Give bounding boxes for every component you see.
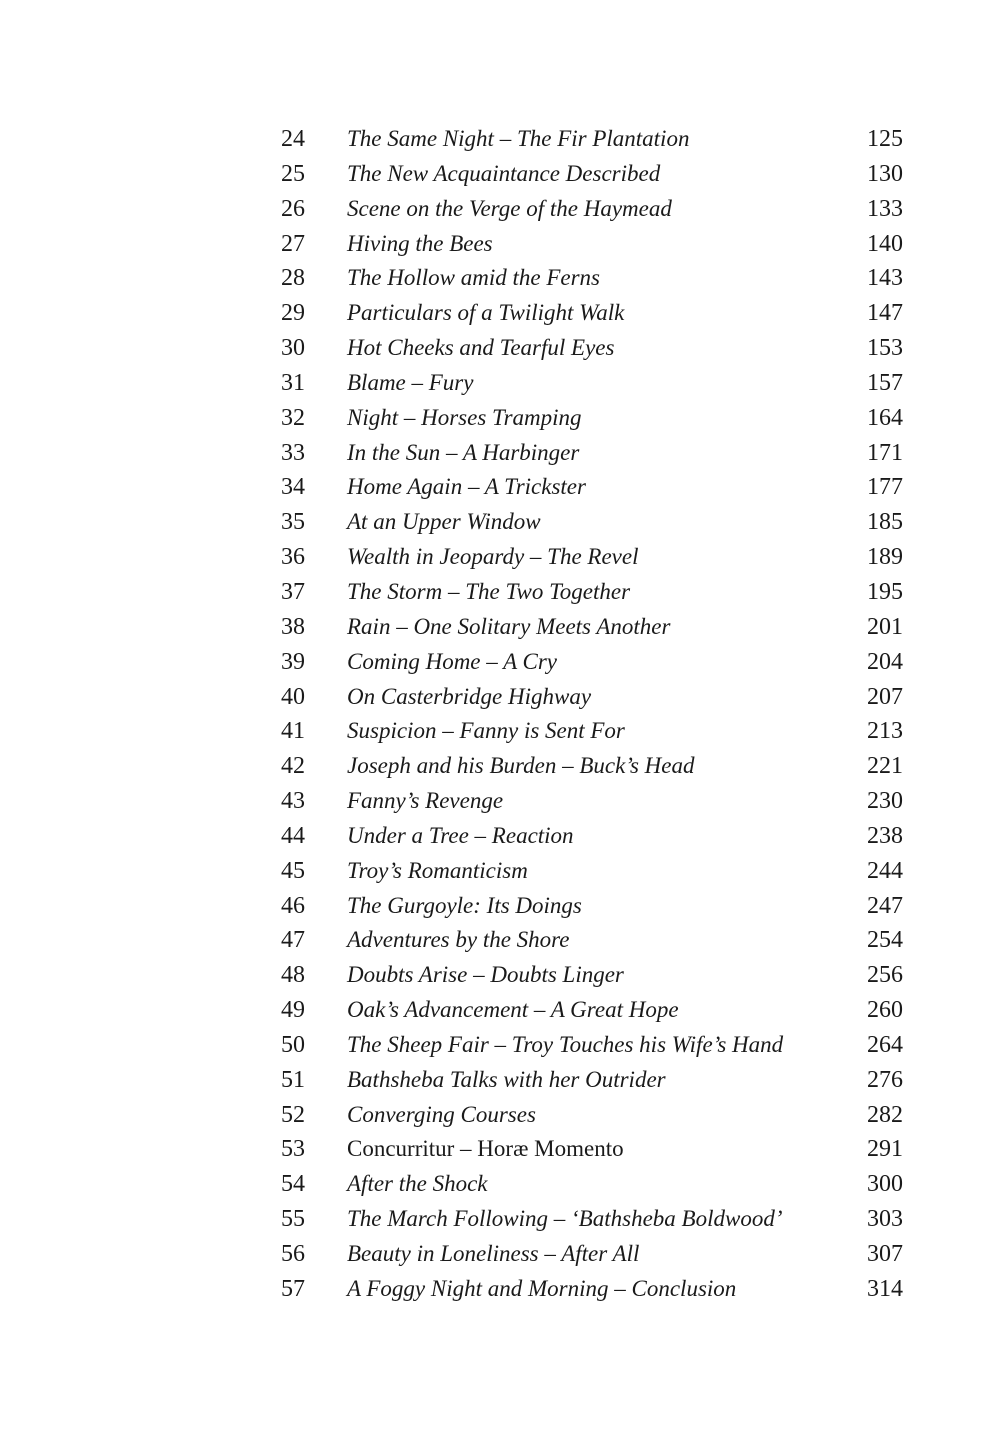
toc-entry (0, 610, 1000, 645)
toc-entry (0, 575, 1000, 610)
chapter-number: 53 (281, 1136, 305, 1163)
toc-entry (0, 331, 1000, 366)
chapter-title: Coming Home – A Cry (347, 648, 557, 674)
toc-entry (0, 261, 1000, 296)
page-number: 164 (867, 404, 903, 431)
chapter-number: 48 (281, 962, 305, 989)
page-number: 130 (867, 160, 903, 187)
chapter-title: Scene on the Verge of the Haymead (347, 195, 672, 221)
chapter-title: The Hollow amid the Ferns (347, 265, 600, 291)
toc-entry (0, 819, 1000, 854)
chapter-number: 28 (281, 265, 305, 292)
page-number: 185 (867, 509, 903, 536)
chapter-number: 34 (281, 474, 305, 501)
chapter-title: Converging Courses (347, 1101, 536, 1127)
toc-entry (0, 958, 1000, 993)
page-number: 207 (867, 683, 903, 710)
chapter-title: The New Acquaintance Described (347, 160, 661, 186)
chapter-title: Wealth in Jeopardy – The Revel (347, 544, 639, 570)
chapter-number: 55 (281, 1206, 305, 1233)
chapter-title: Beauty in Loneliness – After All (347, 1241, 640, 1266)
chapter-title: Suspicion – Fanny is Sent For (347, 718, 625, 744)
chapter-title: Home Again – A Trickster (347, 474, 586, 500)
chapter-number: 35 (281, 509, 305, 536)
page-number: 140 (867, 230, 903, 257)
page-number: 247 (867, 892, 903, 919)
page-number: 244 (867, 857, 903, 884)
chapter-number: 32 (281, 404, 305, 431)
toc-entry (0, 1132, 1000, 1167)
page-number: 204 (867, 648, 903, 675)
chapter-title: Bathsheba Talks with her Outrider (347, 1066, 666, 1092)
page-number: 153 (867, 335, 903, 362)
chapter-number: 54 (281, 1171, 305, 1198)
chapter-title: The Gurgoyle: Its Doings (347, 892, 582, 918)
chapter-number: 24 (281, 126, 305, 152)
page-number: 256 (867, 962, 903, 989)
toc-entry (0, 1202, 1000, 1237)
chapter-number: 57 (281, 1275, 305, 1302)
chapter-title: The Same Night – The Fir Plantation (347, 126, 690, 151)
chapter-number: 52 (281, 1101, 305, 1128)
chapter-title: Oak’s Advancement – A Great Hope (347, 997, 679, 1023)
chapter-number: 25 (281, 160, 305, 187)
page-number: 147 (867, 300, 903, 327)
toc-entry (0, 714, 1000, 749)
page-number: 291 (867, 1136, 903, 1163)
chapter-title: Hiving the Bees (347, 230, 493, 256)
toc-entry (0, 749, 1000, 784)
chapter-title: Concurritur – Horæ Momento (347, 1136, 624, 1162)
chapter-title: Night – Horses Tramping (347, 404, 582, 430)
chapter-number: 56 (281, 1241, 305, 1267)
chapter-title: At an Upper Window (347, 509, 541, 535)
toc-entry (0, 784, 1000, 819)
chapter-number: 49 (281, 997, 305, 1024)
toc-entry (0, 470, 1000, 505)
toc-entry (0, 1272, 1000, 1307)
chapter-number: 43 (281, 788, 305, 815)
page-number: 238 (867, 822, 903, 849)
chapter-number: 42 (281, 753, 305, 780)
chapter-number: 36 (281, 544, 305, 571)
chapter-title: The Storm – The Two Together (347, 578, 631, 604)
page-number: 221 (867, 753, 903, 780)
chapter-number: 30 (281, 335, 305, 362)
toc-entry (0, 1098, 1000, 1133)
toc-entry (0, 366, 1000, 401)
page-number: 125 (867, 126, 903, 152)
chapter-number: 50 (281, 1031, 305, 1058)
toc-entry (0, 122, 1000, 157)
chapter-number: 31 (281, 369, 305, 396)
chapter-title: In the Sun – A Harbinger (347, 439, 580, 465)
page-number: 264 (867, 1031, 903, 1058)
page-number: 314 (867, 1275, 903, 1302)
page-number: 133 (867, 195, 903, 222)
page-number: 195 (867, 578, 903, 605)
toc-entry (0, 993, 1000, 1028)
chapter-number: 38 (281, 613, 305, 640)
chapter-title: Rain – One Solitary Meets Another (347, 613, 671, 639)
page-number: 282 (867, 1101, 903, 1128)
toc-entry (0, 923, 1000, 958)
page-number: 201 (867, 613, 903, 640)
toc-entry (0, 401, 1000, 436)
toc-entry (0, 436, 1000, 471)
page-number: 254 (867, 927, 903, 954)
chapter-title: Doubts Arise – Doubts Linger (347, 962, 624, 988)
page-number: 177 (867, 474, 903, 501)
page-number: 303 (867, 1206, 903, 1233)
chapter-number: 33 (281, 439, 305, 466)
chapter-title: On Casterbridge Highway (347, 683, 592, 709)
chapter-number: 47 (281, 927, 305, 954)
chapter-number: 44 (281, 822, 305, 849)
chapter-number: 37 (281, 578, 305, 605)
chapter-title: Hot Cheeks and Tearful Eyes (347, 335, 615, 361)
page-number: 171 (867, 439, 903, 466)
toc-entry (0, 296, 1000, 331)
chapter-number: 39 (281, 648, 305, 675)
chapter-number: 41 (281, 718, 305, 745)
toc-entry (0, 1167, 1000, 1202)
chapter-title: The Sheep Fair – Troy Touches his Wife’s Hand (347, 1031, 784, 1057)
page-number: 276 (867, 1066, 903, 1093)
page-number: 307 (867, 1241, 903, 1267)
chapter-number: 45 (281, 857, 305, 884)
toc-entry (0, 192, 1000, 227)
page-number: 213 (867, 718, 903, 745)
toc-entry (0, 540, 1000, 575)
page-number: 143 (867, 265, 903, 292)
page-number: 157 (867, 369, 903, 396)
chapter-title: After the Shock (347, 1171, 488, 1197)
chapter-title: Fanny’s Revenge (347, 788, 504, 814)
toc-entry (0, 505, 1000, 540)
page-number: 260 (867, 997, 903, 1024)
page-number: 189 (867, 544, 903, 571)
chapter-title: Adventures by the Shore (347, 927, 570, 953)
toc-entry (0, 854, 1000, 889)
page-number: 300 (867, 1171, 903, 1198)
chapter-number: 26 (281, 195, 305, 222)
chapter-number: 40 (281, 683, 305, 710)
toc-entry (0, 227, 1000, 262)
toc-entry (0, 645, 1000, 680)
chapter-number: 51 (281, 1066, 305, 1093)
toc-entry (0, 1063, 1000, 1098)
chapter-number: 27 (281, 230, 305, 257)
chapter-title: Troy’s Romanticism (347, 857, 528, 883)
chapter-title: A Foggy Night and Morning – Conclusion (347, 1275, 737, 1301)
chapter-title: The March Following – ‘Bathsheba Boldwood’ (347, 1206, 783, 1232)
table-of-contents (0, 122, 1000, 1307)
page-number: 230 (867, 788, 903, 815)
chapter-title: Particulars of a Twilight Walk (347, 300, 625, 326)
toc-entry (0, 1028, 1000, 1063)
toc-entry (0, 889, 1000, 924)
chapter-title: Under a Tree – Reaction (347, 822, 574, 848)
chapter-number: 46 (281, 892, 305, 919)
toc-entry (0, 1237, 1000, 1272)
toc-entry (0, 680, 1000, 715)
chapter-title: Joseph and his Burden – Buck’s Head (347, 753, 695, 779)
chapter-title: Blame – Fury (347, 369, 474, 395)
chapter-number: 29 (281, 300, 305, 327)
toc-entry (0, 157, 1000, 192)
